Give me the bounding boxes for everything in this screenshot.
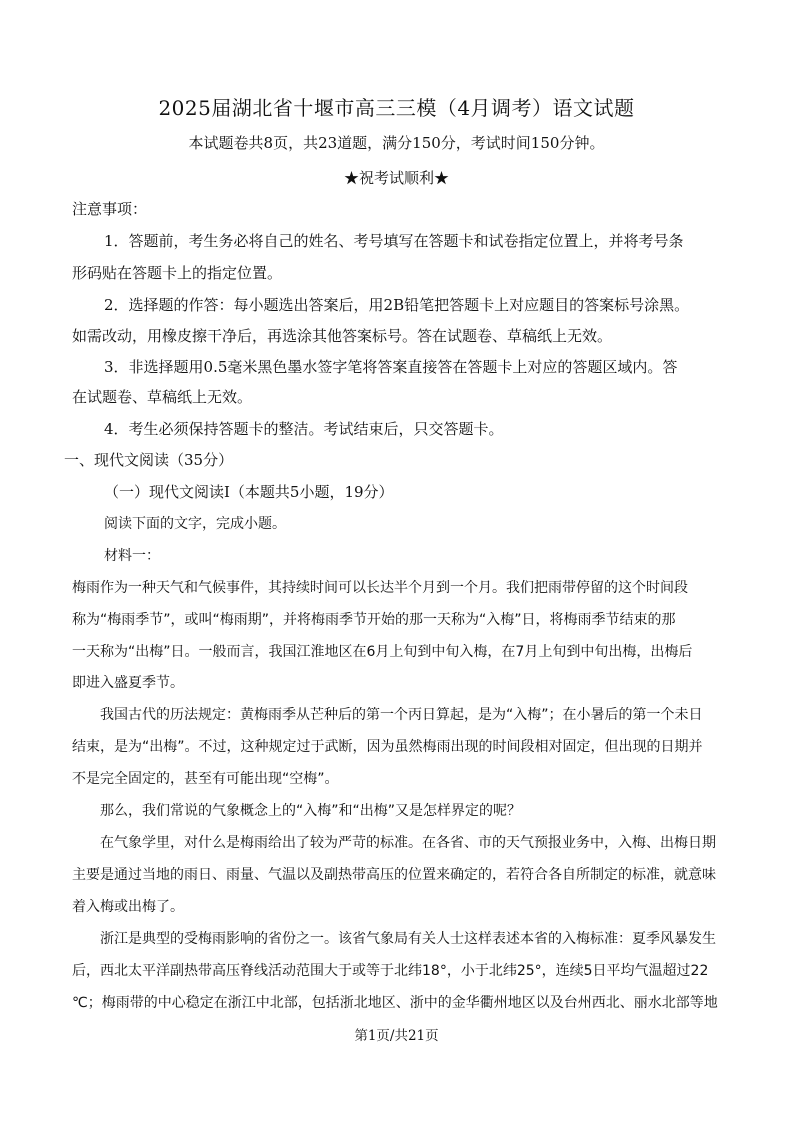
passage-p2-line-3: 不是完全固定的，甚至有可能出现“空梅”。 (72, 771, 339, 787)
notice-item-1-line-1: 1．答题前，考生务必将自己的姓名、考号填写在答题卡和试卷指定位置上，并将考号条 (104, 232, 684, 250)
section-sub-heading: （一）现代文阅读Ⅰ（本题共5小题，19分） (104, 483, 394, 501)
passage-p1-line-2: 称为“梅雨季节”，或叫“梅雨期”，并将梅雨季节开始的那一天称为“入梅”日，将梅雨季节结束的那 (72, 612, 676, 628)
passage-p4-line-3: 着入梅或出梅了。 (72, 899, 184, 915)
passage-p5-line-2: 后，西北太平洋副热带高压脊线活动范围大于或等于北纬18°，小于北纬25°，连续5日平均气温超过22 (72, 963, 709, 979)
passage-p3-line-1: 那么，我们常说的气象概念上的“入梅”和“出梅”又是怎样界定的呢？ (100, 803, 522, 819)
passage-p2-line-1: 我国古代的历法规定：黄梅雨季从芒种后的第一个丙日算起，是为“入梅”；在小暑后的第一个未日 (100, 707, 703, 723)
material-label: 材料一： (104, 548, 160, 564)
section-heading: 一、现代文阅读（35分） (64, 451, 234, 469)
passage-p4-line-1: 在气象学里，对什么是梅雨给出了较为严苛的标准。在各省、市的天气预报业务中，入梅、出梅日期 (100, 835, 716, 851)
passage-p5-line-3: ℃；梅雨带的中心稳定在浙江中北部，包括浙北地区、浙中的金华衢州地区以及台州西北、丽水北部等地 (72, 995, 718, 1011)
passage-p2-line-2: 结束，是为“出梅”。不过，这种规定过于武断，因为虽然梅雨出现的时间段相对固定，但出现的日期并 (72, 739, 703, 755)
notice-item-4-line-1: 4．考生必须保持答题卡的整洁。考试结束后，只交答题卡。 (104, 420, 504, 438)
exam-subtitle: 本试题卷共8页，共23道题，满分150分，考试时间150分钟。 (188, 134, 605, 152)
notice-item-3-line-1: 3．非选择题用0.5毫米黑色墨水签字笔将答案直接答在答题卡上对应的答题区域内。答 (104, 358, 678, 376)
passage-p1-line-3: 一天称为“出梅”日。一般而言，我国江淮地区在6月上旬到中旬入梅，在7月上旬到中旬出梅，出梅后 (72, 644, 693, 660)
passage-p4-line-2: 主要是通过当地的雨日、雨量、气温以及副热带高压的位置来确定的，若符合各自所制定的标准，就意味 (72, 867, 716, 883)
page-number: 第1页/共21页 (354, 1028, 439, 1044)
reading-instruction: 阅读下面的文字，完成小题。 (104, 516, 286, 532)
notice-item-2-line-2: 如需改动，用橡皮擦干净后，再选涂其他答案标号。答在试题卷、草稿纸上无效。 (72, 327, 613, 345)
passage-p5-line-1: 浙江是典型的受梅雨影响的省份之一。该省气象局有关人士这样表述本省的入梅标准：夏季风暴发生 (100, 931, 716, 947)
passage-p1-line-4: 即进入盛夏季节。 (72, 675, 184, 691)
passage-p1-line-1: 梅雨作为一种天气和气候事件，其持续时间可以长达半个月到一个月。我们把雨带停留的这个时间段 (72, 580, 688, 596)
good-luck-line: ★祝考试顺利★ (343, 169, 449, 187)
notice-item-1-line-2: 形码贴在答题卡上的指定位置。 (72, 264, 283, 282)
notice-item-2-line-1: 2．选择题的作答：每小题选出答案后，用2B铅笔把答题卡上对应题目的答案标号涂黑。 (104, 296, 690, 314)
notice-item-3-line-2: 在试题卷、草稿纸上无效。 (72, 388, 253, 406)
exam-title: 2025届湖北省十堰市高三三模（4月调考）语文试题 (158, 96, 635, 120)
notice-heading: 注意事项： (72, 200, 148, 218)
